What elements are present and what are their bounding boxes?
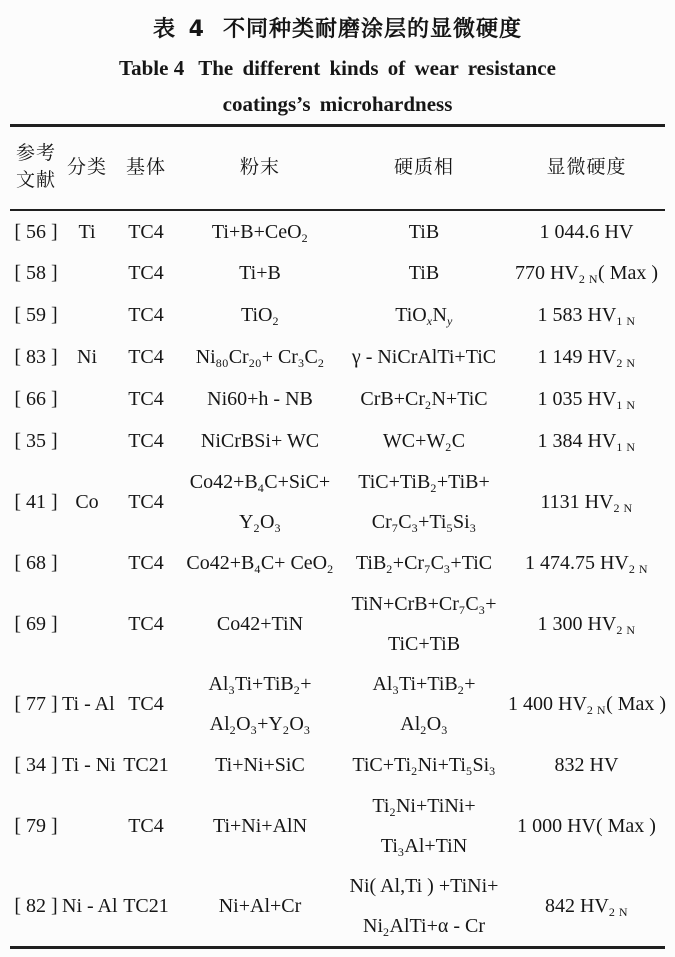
table-row bbox=[10, 584, 665, 664]
subscript: 2 bbox=[293, 683, 301, 697]
cell-ref: [ 77 ] bbox=[14, 693, 58, 715]
cell-ref: [ 68 ] bbox=[14, 552, 58, 574]
header-ref: 参考 文献 bbox=[10, 126, 62, 211]
cell-phase: $WC+W_2C$ bbox=[382, 430, 466, 454]
cell-phase: $CrB+Cr_2N+TiC$ bbox=[360, 388, 488, 412]
cell-phase: Ni( Al,Ti ) +TiNi+ $Ni_2AlTi+\alpha - Cr$ bbox=[349, 875, 499, 939]
cell-class: Ti - Ni bbox=[62, 754, 116, 776]
cell-ref: [ 41 ] bbox=[14, 491, 58, 513]
table-row bbox=[10, 294, 665, 336]
cell-powder: Ti+Ni+AlN bbox=[212, 815, 308, 837]
header-hardness: 显微硬度 bbox=[508, 126, 665, 211]
cell-ref: [ 83 ] bbox=[14, 346, 58, 368]
table-row bbox=[10, 252, 665, 294]
cell-powder: TiO$_2$ bbox=[240, 304, 279, 328]
cell-ref: [ 66 ] bbox=[14, 388, 58, 410]
cell-powder: Ti+Ni+SiC bbox=[215, 754, 305, 776]
subscript: 2 bbox=[327, 562, 334, 576]
cell-powder: NiCrBSi+ WC bbox=[200, 430, 320, 452]
cell-powder: Co42+TiN bbox=[216, 613, 304, 635]
cell-substrate: TC4 bbox=[128, 304, 164, 326]
subscript: 2 bbox=[282, 723, 290, 737]
subscript: 2 N bbox=[616, 356, 636, 370]
table-row bbox=[10, 542, 665, 584]
subscript: 7 bbox=[424, 562, 431, 576]
cell-hardness: 1 300 $HV_{2 N}$ bbox=[537, 613, 636, 637]
cell-hardness: 1 583 $HV_{1 N}$ bbox=[537, 304, 636, 328]
subscript: 2 bbox=[253, 521, 260, 535]
table-row bbox=[10, 786, 665, 866]
cell-phase: $TiC+Ti_2Ni+Ti_5Si_3$ bbox=[352, 754, 496, 778]
table-body bbox=[10, 210, 665, 948]
subscript: 2 bbox=[317, 356, 325, 370]
subscript: 2 bbox=[430, 481, 437, 495]
cell-hardness: 1131 $HV_{2 N}$ bbox=[540, 491, 633, 515]
cell-class bbox=[62, 786, 112, 866]
subscript: 7 bbox=[391, 521, 399, 535]
subscript: 2 N bbox=[608, 905, 629, 919]
cell-ref: [ 69 ] bbox=[14, 613, 58, 635]
cell-substrate: TC4 bbox=[128, 552, 164, 574]
subscript: 2 bbox=[420, 723, 427, 737]
cell-ref: [ 58 ] bbox=[14, 262, 58, 284]
table-title-en-text: The different kinds of wear resistance bbox=[198, 55, 556, 80]
subscript: 3 bbox=[411, 521, 419, 535]
subscript: 3 bbox=[392, 683, 399, 697]
subscript: 2 bbox=[411, 764, 418, 778]
cell-substrate: TC4 bbox=[128, 430, 164, 452]
table-title-en-line1 bbox=[0, 50, 675, 86]
subscript: 3 bbox=[250, 723, 258, 737]
subscript: 2 bbox=[457, 683, 465, 697]
cell-substrate: TC4 bbox=[128, 815, 164, 837]
cell-class bbox=[62, 420, 112, 462]
table-title-zh bbox=[0, 0, 675, 50]
cell-class bbox=[62, 294, 112, 336]
subscript: 4 bbox=[254, 562, 261, 576]
subscript: 2 bbox=[386, 562, 393, 576]
cell-hardness: 842 $HV_{2 N}$ bbox=[544, 895, 629, 919]
cell-ref: [ 82 ] bbox=[14, 895, 58, 917]
subscript: 2 bbox=[301, 230, 309, 245]
cell-hardness: 1 149 $HV_{2 N}$ bbox=[537, 346, 636, 370]
subscript: 7 bbox=[458, 603, 466, 617]
subscript: 3 bbox=[489, 764, 496, 778]
cell-ref: [ 79 ] bbox=[14, 815, 58, 837]
subscript: 4 bbox=[257, 481, 265, 495]
subscript: 2 N bbox=[578, 272, 599, 286]
cell-powder: Ti+B bbox=[239, 262, 281, 284]
subscript: 3 bbox=[469, 521, 477, 535]
cell-class: Ni bbox=[77, 346, 97, 368]
cell-phase: TiC+TiB$_2$+TiB+ $Cr_7C_3+Ti_5Si_3$ bbox=[358, 471, 490, 535]
cell-class bbox=[62, 378, 112, 420]
cell-hardness: 1 035 $HV_{1 N}$ bbox=[537, 388, 636, 412]
subscript: 2 N bbox=[628, 562, 649, 576]
cell-class: Ti bbox=[78, 220, 96, 243]
header-powder: 粉末 bbox=[180, 126, 340, 211]
cell-substrate: TC4 bbox=[128, 220, 164, 243]
subscript: 3 bbox=[397, 845, 405, 859]
cell-phase: γ - NiCrAlTi+TiC bbox=[351, 346, 497, 368]
cell-ref: [ 35 ] bbox=[14, 430, 58, 452]
cell-class bbox=[62, 584, 112, 664]
cell-substrate: TC4 bbox=[128, 346, 164, 368]
cell-hardness: 1 474.75 $HV_{2 N}$ bbox=[524, 552, 649, 576]
table-row bbox=[10, 744, 665, 786]
cell-hardness: 832 HV bbox=[554, 754, 619, 776]
subscript: 2 bbox=[272, 314, 279, 328]
subscript: 2 bbox=[389, 805, 396, 819]
table-row bbox=[10, 336, 665, 378]
cell-substrate: TC4 bbox=[128, 491, 164, 513]
subscript: 3 bbox=[303, 723, 311, 737]
cell-substrate: TC4 bbox=[128, 613, 164, 635]
cell-phase: $Al_3Ti+TiB_2+$ $Al_2O_3$ bbox=[372, 673, 476, 737]
table-title-en-line2 bbox=[0, 86, 675, 122]
cell-phase: $TiO_xN_y$ bbox=[395, 304, 453, 328]
cell-phase: TiB bbox=[408, 262, 440, 284]
subscript: 2 bbox=[445, 440, 452, 454]
cell-hardness: 1 400 $HV_{2 N}$( Max ) bbox=[508, 693, 667, 717]
cell-class: Ni - Al bbox=[62, 895, 118, 917]
cell-phase: $TiN+CrB+Cr_7C_3+$ TiC+TiB bbox=[351, 593, 497, 655]
subscript: 3 bbox=[478, 603, 486, 617]
cell-class bbox=[62, 252, 112, 294]
table-title-en-text2: coatings’s microhardness bbox=[222, 91, 453, 116]
cell-substrate: TC4 bbox=[128, 693, 164, 715]
subscript: 2 N bbox=[616, 623, 636, 637]
header-class: 分类 bbox=[62, 126, 112, 211]
cell-substrate: TC21 bbox=[123, 895, 169, 917]
subscript: 80 bbox=[215, 356, 229, 370]
cell-substrate: TC4 bbox=[128, 262, 164, 284]
table-row bbox=[10, 420, 665, 462]
subscript: 2 bbox=[383, 925, 390, 939]
cell-hardness: 770 $HV_{2 N}$( Max ) bbox=[514, 262, 659, 286]
subscript: 2 bbox=[424, 398, 432, 412]
cell-phase: $TiB_2+Cr_7C_3+TiC$ bbox=[355, 552, 493, 576]
subscript: 5 bbox=[465, 764, 473, 778]
subscript: y bbox=[446, 314, 453, 328]
microhardness-table bbox=[10, 124, 665, 949]
header-phase: 硬质相 bbox=[340, 126, 508, 211]
cell-hardness: 1 044.6 HV bbox=[539, 220, 634, 243]
cell-class bbox=[62, 542, 112, 584]
cell-powder: $Al_3Ti+TiB_2+$ $Al_2O_3+Y_2O_3$ bbox=[208, 673, 312, 737]
cell-powder: $Co42+B_4C+ CeO_2$ bbox=[186, 552, 334, 576]
subscript: 3 bbox=[441, 723, 448, 737]
cell-powder: Ti+B+CeO$_2$ bbox=[211, 220, 309, 245]
table-row bbox=[10, 462, 665, 542]
cell-phase: $Ti_2Ni+TiNi+$ $Ti_3Al+TiN$ bbox=[372, 795, 476, 859]
cell-class: Co bbox=[75, 491, 99, 513]
cell-powder: Ni+Al+Cr bbox=[218, 895, 302, 917]
subscript: 1 N bbox=[616, 314, 636, 328]
table-row bbox=[10, 210, 665, 252]
subscript: 1 N bbox=[616, 398, 636, 412]
header-row bbox=[10, 126, 665, 211]
table-title-zh-text: 不同种类耐磨涂层的显微硬度 bbox=[222, 16, 522, 42]
subscript: 3 bbox=[297, 356, 305, 370]
subscript: 2 N bbox=[586, 703, 607, 717]
cell-class: Ti - Al bbox=[62, 693, 115, 715]
subscript: 2 bbox=[229, 723, 237, 737]
table-number-zh: 表 4 bbox=[153, 16, 207, 42]
subscript: 20 bbox=[248, 356, 262, 370]
header-substrate: 基体 bbox=[112, 126, 180, 211]
cell-powder: $Ni_{80}Cr_{20}+ Cr_3C_2$ bbox=[195, 346, 325, 370]
table-row bbox=[10, 664, 665, 744]
subscript: 2 N bbox=[613, 501, 633, 515]
subscript: 3 bbox=[228, 683, 235, 697]
cell-hardness: 1 384 $HV_{1 N}$ bbox=[537, 430, 636, 454]
cell-substrate: TC4 bbox=[128, 388, 164, 410]
cell-ref: [ 59 ] bbox=[14, 304, 58, 326]
table-number-en: Table 4 bbox=[119, 55, 185, 80]
subscript: 1 N bbox=[616, 440, 636, 454]
table-row bbox=[10, 378, 665, 420]
cell-powder: Ni60+h - NB bbox=[207, 388, 313, 410]
cell-ref: [ 34 ] bbox=[14, 754, 58, 776]
cell-ref: [ 56 ] bbox=[14, 220, 58, 243]
subscript: 3 bbox=[443, 562, 451, 576]
cell-hardness: 1 000 HV( Max ) bbox=[517, 815, 656, 837]
subscript: 3 bbox=[274, 521, 281, 535]
cell-phase: TiB bbox=[408, 220, 440, 243]
cell-substrate: TC21 bbox=[123, 754, 169, 776]
table-row bbox=[10, 866, 665, 948]
subscript: 5 bbox=[446, 521, 453, 535]
cell-powder: $Co42+B_4C+SiC+$ $Y_2O_3$ bbox=[189, 471, 331, 535]
subscript: x bbox=[426, 314, 433, 328]
